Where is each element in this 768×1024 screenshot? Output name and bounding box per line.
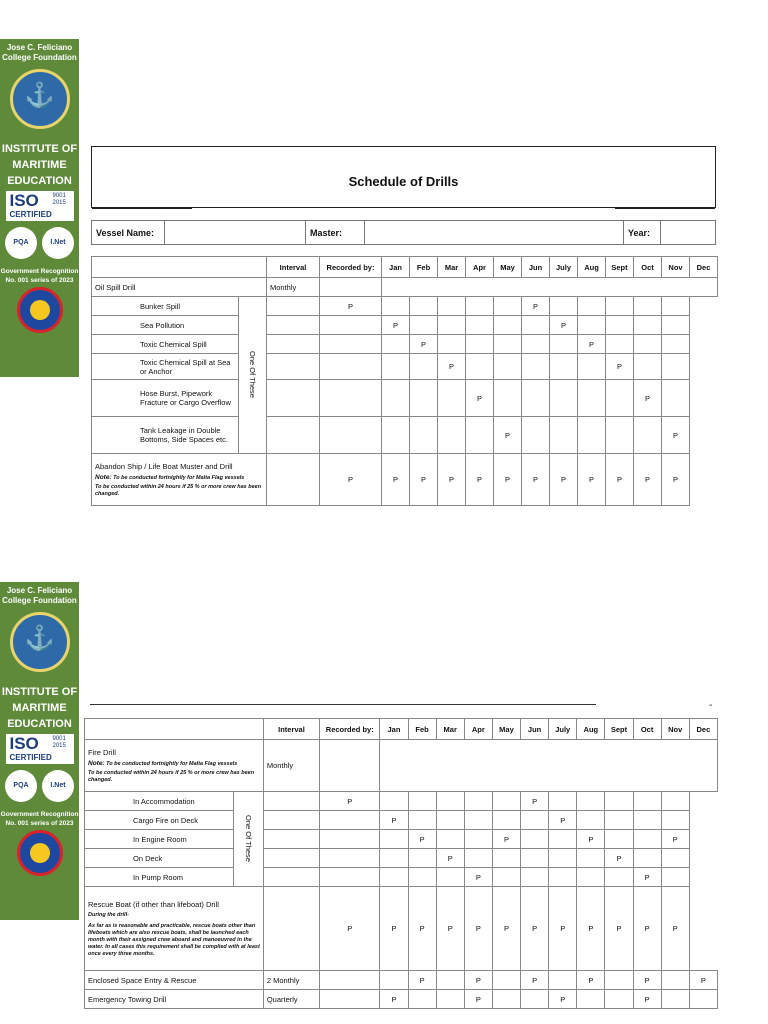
page-title: Schedule of Drills — [348, 174, 459, 189]
mark-cell[interactable]: P — [382, 316, 410, 335]
mark-cell[interactable] — [380, 971, 408, 990]
mark-cell[interactable]: P — [549, 811, 577, 830]
mark-cell[interactable] — [549, 868, 577, 887]
mark-cell[interactable] — [436, 990, 464, 1009]
mark-cell[interactable] — [633, 830, 661, 849]
mark-cell[interactable] — [661, 971, 689, 990]
mark-cell[interactable] — [521, 990, 549, 1009]
recorded-by-cell[interactable] — [320, 990, 380, 1009]
mark-cell[interactable] — [380, 830, 408, 849]
mark-cell[interactable] — [408, 868, 436, 887]
mark-cell[interactable] — [577, 849, 605, 868]
drill-row — [92, 316, 718, 335]
mark-cell[interactable]: P — [436, 849, 464, 868]
mark-cell[interactable] — [661, 990, 689, 1009]
college-name: Jose C. Feliciano College Foundation — [2, 586, 77, 605]
mark-cell[interactable]: P — [492, 887, 520, 971]
mark-cell[interactable]: P — [521, 887, 549, 971]
drill-row — [92, 335, 718, 354]
mark-cell[interactable] — [464, 830, 492, 849]
mark-cell[interactable] — [549, 830, 577, 849]
recorded-by-header: Recorded by: — [320, 719, 380, 740]
interval-header: Interval — [267, 257, 320, 278]
mark-cell[interactable] — [605, 830, 633, 849]
mark-cell[interactable] — [522, 380, 550, 417]
mark-cell[interactable] — [438, 297, 466, 316]
mark-cell[interactable]: P — [522, 454, 550, 506]
month-header: Nov — [662, 257, 690, 278]
abandon-ship-row-label: Abandon Ship / Life Boat Muster and Drill Note: To be conducted fortnightly for Malta Flag vessels To be conducted within 24 hours if 25 % or more crew has been changed. — [92, 454, 267, 506]
mark-cell[interactable]: P — [382, 454, 410, 506]
mark-cell[interactable]: P — [408, 830, 436, 849]
recorded-by-cell[interactable] — [267, 380, 320, 417]
mark-cell[interactable] — [382, 354, 410, 380]
mark-cell[interactable]: P — [466, 380, 494, 417]
mark-cell[interactable] — [436, 830, 464, 849]
month-header: Oct — [633, 719, 661, 740]
recorded-by-cell[interactable] — [320, 740, 380, 792]
recorded-by-header: Recorded by: — [320, 257, 382, 278]
month-header: Aug — [578, 257, 606, 278]
mark-cell[interactable] — [320, 316, 382, 335]
mark-cell[interactable]: P — [550, 454, 578, 506]
government-seal-icon — [17, 287, 63, 333]
mark-cell[interactable] — [466, 417, 494, 454]
mark-cell[interactable] — [320, 335, 382, 354]
iso-certified-badge: ISO 9001 2015 CERTIFIED — [6, 734, 74, 764]
drill-row-label: Cargo Fire on Deck — [85, 811, 234, 830]
recorded-by-cell[interactable] — [263, 868, 319, 887]
mark-cell[interactable] — [606, 417, 634, 454]
mark-cell[interactable] — [494, 297, 522, 316]
mark-cell[interactable]: P — [633, 887, 661, 971]
mark-cell[interactable] — [550, 335, 578, 354]
mark-cell[interactable]: P — [577, 971, 605, 990]
month-header: Jun — [522, 257, 550, 278]
mark-cell[interactable] — [466, 354, 494, 380]
month-header: Feb — [410, 257, 438, 278]
mark-cell[interactable] — [492, 971, 520, 990]
month-header: Mar — [436, 719, 464, 740]
mark-cell[interactable] — [380, 849, 408, 868]
drill-schedule-table-1 — [91, 256, 718, 506]
mark-cell[interactable] — [577, 990, 605, 1009]
mark-cell[interactable]: P — [410, 454, 438, 506]
drill-row — [92, 380, 718, 417]
mark-cell[interactable] — [320, 417, 382, 454]
mark-cell[interactable]: P — [605, 887, 633, 971]
drill-row — [85, 849, 718, 868]
mark-cell[interactable]: P — [578, 454, 606, 506]
mark-cell[interactable] — [662, 335, 690, 354]
mark-cell[interactable]: P — [438, 354, 466, 380]
rescue-boat-row-label: Rescue Boat (if other than lifeboat) Drill During the drill- As far as is reasonable and practicable, rescue boats other than lifeboats which are also rescue boats, shall be launched each month with their assigned crew aboard and manoeuvred in the water. In all cases this requirement shall be complied with at least once every three months. — [85, 887, 264, 971]
recorded-by-cell[interactable] — [263, 887, 319, 971]
mark-cell[interactable]: P — [689, 971, 717, 990]
pqa-badge-icon: PQA — [5, 227, 37, 259]
mark-cell[interactable] — [410, 297, 438, 316]
mark-cell[interactable] — [408, 849, 436, 868]
mark-cell[interactable]: P — [662, 417, 690, 454]
drill-row — [92, 297, 718, 316]
mark-cell[interactable] — [661, 849, 689, 868]
interval-quarterly: Quarterly — [263, 990, 319, 1009]
mark-cell[interactable]: P — [464, 887, 492, 971]
drill-row — [85, 811, 718, 830]
college-seal-icon: ⚓ — [10, 69, 70, 129]
mark-cell[interactable]: P — [380, 990, 408, 1009]
mark-cell[interactable] — [408, 811, 436, 830]
pqa-badge-icon: PQA — [5, 770, 37, 802]
mark-cell[interactable]: P — [438, 454, 466, 506]
mark-cell[interactable] — [492, 849, 520, 868]
drill-row — [92, 417, 718, 454]
vessel-name-label: Vessel Name: — [92, 221, 165, 245]
mark-cell[interactable]: P — [464, 868, 492, 887]
month-header: Oct — [634, 257, 662, 278]
mark-cell[interactable]: P — [436, 887, 464, 971]
drill-row-label: Bunker Spill — [92, 297, 239, 316]
mark-cell[interactable]: P — [578, 335, 606, 354]
mark-cell[interactable]: P — [466, 454, 494, 506]
mark-cell[interactable] — [410, 380, 438, 417]
month-header: Jun — [521, 719, 549, 740]
mark-cell[interactable]: P — [320, 792, 380, 811]
year-field[interactable] — [661, 221, 716, 245]
recorded-by-cell[interactable] — [267, 335, 320, 354]
mark-cell[interactable] — [522, 316, 550, 335]
mark-cell[interactable] — [662, 380, 690, 417]
mark-cell[interactable] — [410, 316, 438, 335]
mark-cell[interactable] — [464, 811, 492, 830]
mark-cell[interactable]: P — [408, 887, 436, 971]
month-header: May — [494, 257, 522, 278]
mark-cell[interactable]: P — [661, 830, 689, 849]
mark-cell[interactable] — [522, 354, 550, 380]
mark-cell[interactable] — [661, 868, 689, 887]
vessel-name-field[interactable] — [165, 221, 306, 245]
mark-cell[interactable] — [438, 417, 466, 454]
mark-cell[interactable] — [606, 316, 634, 335]
month-header: Jan — [382, 257, 410, 278]
institution-sidebar — [0, 39, 79, 377]
month-header: Dec — [689, 719, 717, 740]
recorded-by-cell[interactable] — [267, 297, 320, 316]
mark-cell[interactable]: P — [521, 792, 549, 811]
mark-cell[interactable] — [550, 297, 578, 316]
government-recognition: Government Recognition No. 001 series of 2023 — [0, 268, 79, 284]
drill-row — [85, 868, 718, 887]
title-box — [91, 146, 716, 208]
institute-name: INSTITUTE OF MARITIME EDUCATION — [1, 686, 78, 730]
mark-cell[interactable]: P — [606, 354, 634, 380]
mark-cell[interactable]: P — [634, 380, 662, 417]
mark-cell[interactable]: P — [549, 887, 577, 971]
vessel-info-table — [91, 220, 716, 245]
month-header: Dec — [690, 257, 718, 278]
mark-cell[interactable]: P — [494, 417, 522, 454]
mark-cell[interactable] — [634, 297, 662, 316]
drill-row-label: Tank Leakage in Double Bottoms, Side Spaces etc. — [92, 417, 239, 454]
mark-cell[interactable] — [492, 868, 520, 887]
mark-cell[interactable] — [464, 849, 492, 868]
recorded-by-cell[interactable] — [267, 316, 320, 335]
iso-certified-badge: ISO 9001 2015 CERTIFIED — [6, 191, 74, 221]
month-header: Nov — [661, 719, 689, 740]
mark-cell[interactable] — [438, 335, 466, 354]
mark-cell[interactable] — [577, 868, 605, 887]
master-label: Master: — [306, 221, 365, 245]
mark-cell[interactable] — [408, 990, 436, 1009]
emergency-towing-row-label: Emergency Towing Drill — [85, 990, 264, 1009]
mark-cell[interactable] — [494, 354, 522, 380]
mark-cell[interactable] — [689, 990, 717, 1009]
recorded-by-cell[interactable] — [267, 454, 320, 506]
drill-row — [85, 792, 718, 811]
mark-cell[interactable] — [662, 354, 690, 380]
mark-cell[interactable] — [606, 297, 634, 316]
mark-cell[interactable]: P — [320, 297, 382, 316]
drill-row-label: Toxic Chemical Spill — [92, 335, 239, 354]
mark-cell[interactable]: P — [549, 990, 577, 1009]
mark-cell[interactable] — [634, 354, 662, 380]
divider-line — [90, 704, 596, 705]
mark-cell[interactable] — [549, 971, 577, 990]
month-header: Jan — [380, 719, 408, 740]
month-header: Sept — [606, 257, 634, 278]
mark-cell[interactable] — [320, 380, 382, 417]
recorded-by-cell[interactable] — [267, 417, 320, 454]
mark-cell[interactable] — [410, 354, 438, 380]
mark-cell[interactable] — [661, 811, 689, 830]
inet-badge-icon: I.Net — [42, 227, 74, 259]
mark-cell[interactable] — [438, 316, 466, 335]
mark-cell[interactable] — [662, 297, 690, 316]
mark-cell[interactable]: P — [521, 971, 549, 990]
mark-cell[interactable] — [605, 811, 633, 830]
mark-cell[interactable] — [605, 990, 633, 1009]
mark-cell[interactable]: P — [633, 868, 661, 887]
recorded-by-cell[interactable] — [320, 971, 380, 990]
mark-cell[interactable] — [320, 354, 382, 380]
interval-header: Interval — [263, 719, 319, 740]
mark-cell[interactable] — [578, 417, 606, 454]
master-field[interactable] — [365, 221, 624, 245]
mark-cell[interactable]: P — [410, 335, 438, 354]
recorded-by-cell[interactable] — [263, 830, 319, 849]
mark-cell[interactable] — [521, 830, 549, 849]
mark-cell[interactable] — [550, 380, 578, 417]
mark-cell[interactable] — [380, 868, 408, 887]
interval-monthly: Monthly — [267, 278, 320, 297]
mark-cell[interactable] — [382, 335, 410, 354]
recorded-by-cell[interactable] — [263, 811, 319, 830]
institution-sidebar-2 — [0, 582, 79, 920]
mark-cell[interactable] — [577, 792, 605, 811]
drill-row-label: In Engine Room — [85, 830, 234, 849]
section-oil-spill-drill: Oil Spill Drill — [92, 278, 267, 297]
mark-cell[interactable] — [634, 316, 662, 335]
mark-cell[interactable] — [382, 297, 410, 316]
mark-cell[interactable] — [578, 297, 606, 316]
mark-cell[interactable] — [410, 417, 438, 454]
mark-cell[interactable] — [578, 380, 606, 417]
inet-badge-icon: I.Net — [42, 770, 74, 802]
mark-cell[interactable] — [522, 335, 550, 354]
mark-cell[interactable] — [320, 811, 380, 830]
mark-cell[interactable] — [466, 297, 494, 316]
month-header: May — [492, 719, 520, 740]
drill-row — [92, 354, 718, 380]
mark-cell[interactable]: P — [634, 454, 662, 506]
mark-cell[interactable]: P — [464, 971, 492, 990]
drill-row-label: Toxic Chemical Spill at Sea or Anchor — [92, 354, 239, 380]
mark-cell[interactable] — [633, 792, 661, 811]
month-header: Aug — [577, 719, 605, 740]
mark-cell[interactable] — [436, 971, 464, 990]
mark-cell[interactable] — [633, 811, 661, 830]
mark-cell[interactable] — [662, 316, 690, 335]
drill-row-label: Hose Burst, Pipework Fracture or Cargo Overflow — [92, 380, 239, 417]
mark-cell[interactable] — [436, 868, 464, 887]
mark-cell[interactable] — [521, 868, 549, 887]
mark-cell[interactable] — [577, 811, 605, 830]
mark-cell[interactable]: P — [550, 316, 578, 335]
mark-cell[interactable] — [466, 335, 494, 354]
mark-cell[interactable] — [549, 849, 577, 868]
mark-cell[interactable] — [494, 380, 522, 417]
government-recognition: Government Recognition No. 001 series of 2023 — [0, 811, 79, 827]
mark-cell[interactable]: P — [408, 971, 436, 990]
mark-cell[interactable] — [436, 792, 464, 811]
mark-cell[interactable] — [492, 792, 520, 811]
interval-monthly: Monthly — [263, 740, 319, 792]
mark-cell[interactable] — [382, 417, 410, 454]
government-seal-icon — [17, 830, 63, 876]
mark-cell[interactable] — [606, 380, 634, 417]
mark-cell[interactable] — [605, 792, 633, 811]
month-header: Sept — [605, 719, 633, 740]
month-header: July — [550, 257, 578, 278]
mark-cell[interactable] — [464, 792, 492, 811]
mark-cell[interactable] — [550, 417, 578, 454]
drill-row-label: In Accommodation — [85, 792, 234, 811]
mark-cell[interactable] — [578, 316, 606, 335]
mark-cell[interactable]: P — [633, 971, 661, 990]
institute-name: INSTITUTE OF MARITIME EDUCATION — [1, 143, 78, 187]
mark-cell[interactable]: P — [662, 454, 690, 506]
mark-cell[interactable] — [634, 417, 662, 454]
drill-row — [85, 830, 718, 849]
month-header: Feb — [408, 719, 436, 740]
year-label: Year: — [624, 221, 661, 245]
mark-cell[interactable] — [578, 354, 606, 380]
college-name: Jose C. Feliciano College Foundation — [2, 43, 77, 62]
mark-cell[interactable]: P — [380, 811, 408, 830]
section-fire-drill: Fire Drill Note: To be conducted fortnightly for Malta Flag vessels To be conducted within 24 hours if 25 % or more crew has been changed. — [85, 740, 264, 792]
mark-cell[interactable]: P — [464, 990, 492, 1009]
mark-cell[interactable]: P — [605, 849, 633, 868]
mark-cell[interactable]: P — [320, 887, 380, 971]
drill-row-label: In Pump Room — [85, 868, 234, 887]
mark-cell[interactable] — [521, 849, 549, 868]
mark-cell[interactable] — [494, 316, 522, 335]
mark-cell[interactable] — [492, 811, 520, 830]
mark-cell[interactable] — [633, 849, 661, 868]
mark-cell[interactable] — [550, 354, 578, 380]
recorded-by-cell[interactable] — [267, 354, 320, 380]
mark-cell[interactable]: P — [320, 454, 382, 506]
mark-cell[interactable] — [494, 335, 522, 354]
mark-cell[interactable] — [605, 868, 633, 887]
mark-cell[interactable] — [492, 990, 520, 1009]
mark-cell[interactable]: P — [577, 830, 605, 849]
mark-cell[interactable] — [408, 792, 436, 811]
mark-cell[interactable] — [605, 971, 633, 990]
mark-cell[interactable] — [320, 868, 380, 887]
enclosed-space-row-label: Enclosed Space Entry & Rescue — [85, 971, 264, 990]
mark-cell[interactable]: P — [606, 454, 634, 506]
mark-cell[interactable] — [661, 792, 689, 811]
interval-2-monthly: 2 Monthly — [263, 971, 319, 990]
recorded-by-cell[interactable] — [320, 278, 382, 297]
mark-cell[interactable] — [438, 380, 466, 417]
one-of-these-label: One Of These — [233, 792, 263, 887]
mark-cell[interactable] — [436, 811, 464, 830]
mark-cell[interactable] — [522, 417, 550, 454]
mark-cell[interactable] — [382, 380, 410, 417]
recorded-by-cell[interactable] — [263, 792, 319, 811]
recorded-by-cell[interactable] — [263, 849, 319, 868]
one-of-these-label: One Of These — [239, 297, 267, 454]
dash-mark: - — [709, 700, 713, 711]
mark-cell[interactable] — [549, 792, 577, 811]
mark-cell[interactable] — [320, 849, 380, 868]
mark-cell[interactable] — [380, 792, 408, 811]
month-header: Apr — [464, 719, 492, 740]
mark-cell[interactable] — [320, 830, 380, 849]
drill-schedule-table-2 — [84, 718, 718, 1009]
mark-cell[interactable]: P — [522, 297, 550, 316]
drill-row-label: Sea Pollution — [92, 316, 239, 335]
month-header: July — [549, 719, 577, 740]
mark-cell[interactable]: P — [661, 887, 689, 971]
mark-cell[interactable]: P — [494, 454, 522, 506]
month-header: Apr — [466, 257, 494, 278]
mark-cell[interactable]: P — [380, 887, 408, 971]
mark-cell[interactable]: P — [492, 830, 520, 849]
mark-cell[interactable] — [521, 811, 549, 830]
mark-cell[interactable] — [466, 316, 494, 335]
mark-cell[interactable]: P — [633, 990, 661, 1009]
month-header: Mar — [438, 257, 466, 278]
mark-cell[interactable]: P — [577, 887, 605, 971]
mark-cell[interactable] — [634, 335, 662, 354]
mark-cell[interactable] — [606, 335, 634, 354]
college-seal-icon: ⚓ — [10, 612, 70, 672]
drill-row-label: On Deck — [85, 849, 234, 868]
